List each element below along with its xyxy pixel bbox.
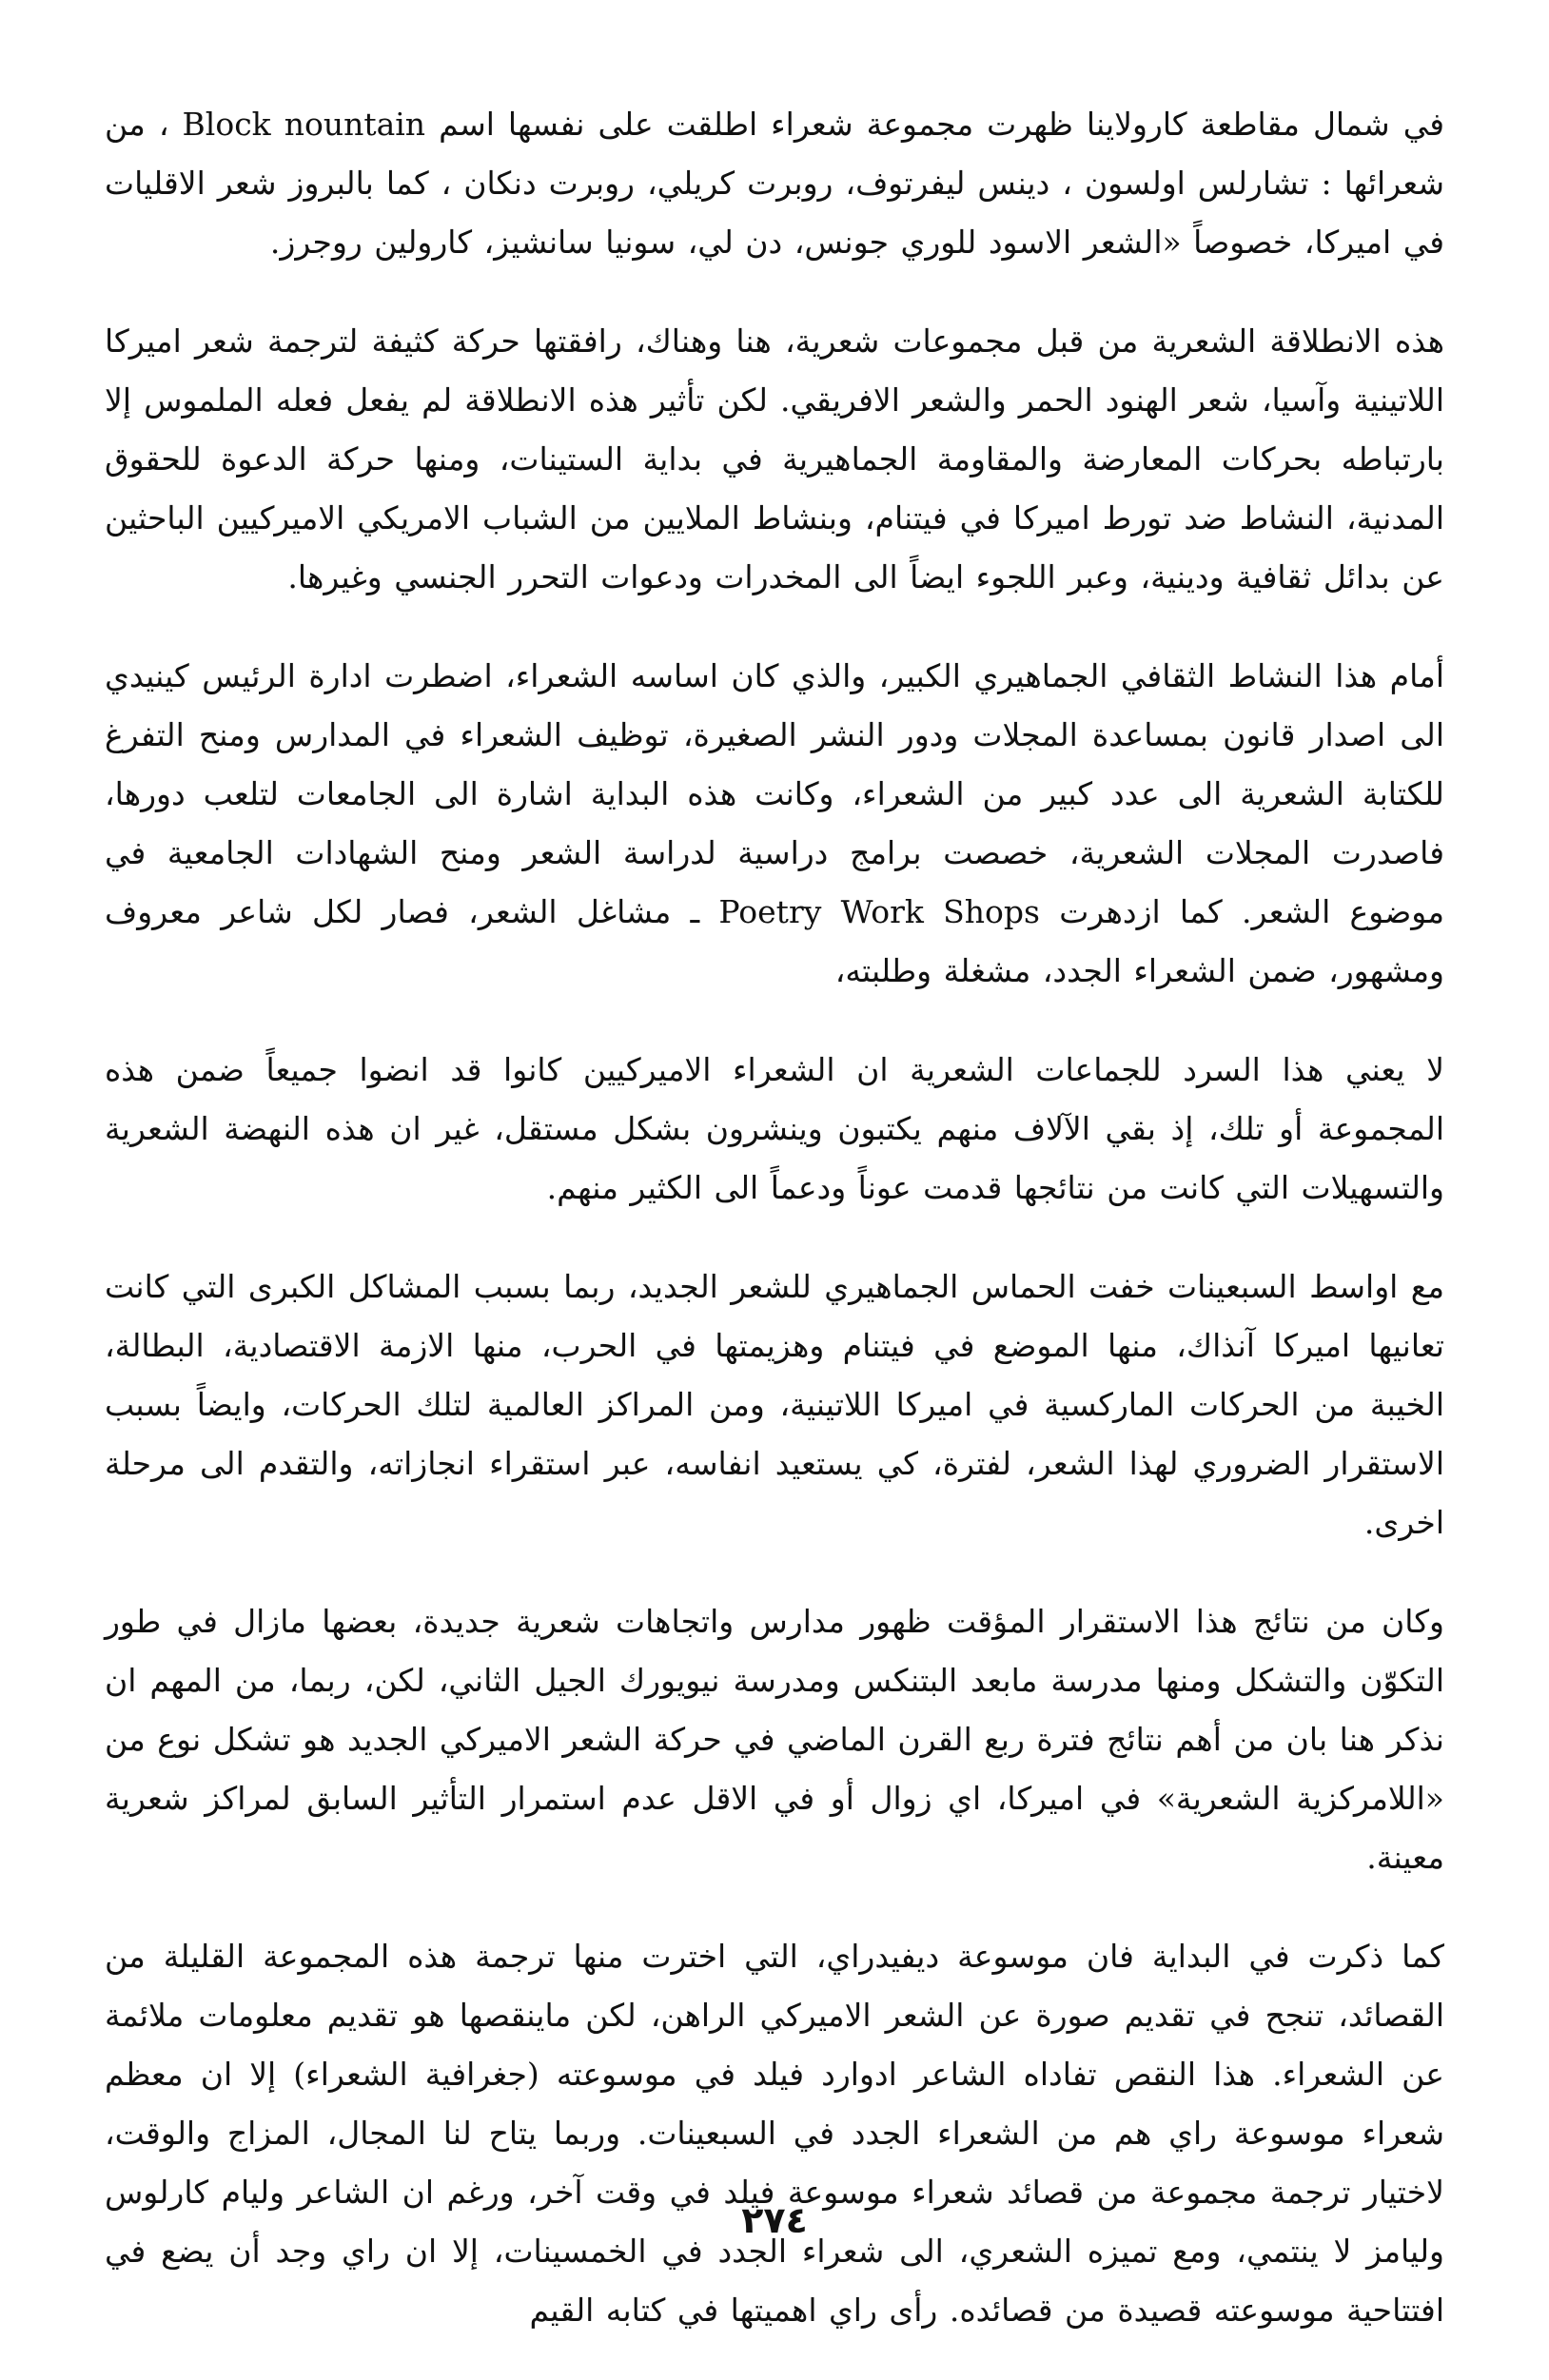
paragraph-3: أمام هذا النشاط الثقافي الجماهيري الكبير، والذي كان اساسه الشعراء، اضطرت ادارة الرئيس كينيدي الى اصدار قانون بمساعدة المجلات ودور النشر الصغيرة، توظيف الشعراء في المدارس ومنح التفرغ للكتابة الشعرية الى عدد كبير من الشعراء، وكانت هذه البداية اشارة الى الجامعات لتلعب دورها، فاصدرت المجلات الشعرية، خصصت برامج دراسية لدراسة الشعر ومنح الشهادات الجامعية في موضوع الشعر. كما ازدهرت Poetry Work Shops ـ مشاغل الشعر، فصار لكل شاعر معروف ومشهور، ضمن الشعراء الجدد، مشغلة وطلبته، — [105, 657, 1444, 989]
paragraph-4: لا يعني هذا السرد للجماعات الشعرية ان الشعراء الاميركيين كانوا قد انضوا جميعاً ضمن هذه المجموعة أو تلك، إذ بقي الآلاف منهم يكتبون وينشرون بشكل مستقل، غير ان هذه النهضة الشعرية والتسهيلات التي كانت من نتائجها قدمت عوناً ودعماً الى الكثير منهم. — [105, 1051, 1444, 1206]
paragraph-2: هذه الانطلاقة الشعرية من قبل مجموعات شعرية، هنا وهناك، رافقتها حركة كثيفة لترجمة شعر اميركا اللاتينية وآسيا، شعر الهنود الحمر والشعر الافريقي. لكن تأثير هذه الانطلاقة لم يفعل فعله الملموس إلا بارتباطه بحركات المعارضة والمقاومة الجماهيرية في بداية الستينات، ومنها حركة الدعوة للحقوق المدنية، النشاط ضد تورط اميركا في فيتنام، وبنشاط الملايين من الشباب الامريكي الاميركيين الباحثين عن بدائل ثقافية ودينية، وعبر اللجوء ايضاً الى المخدرات ودعوات التحرر الجنسي وغيرها. — [105, 322, 1444, 595]
paragraph-7: كما ذكرت في البداية فان موسوعة ديفيدراي، التي اخترت منها ترجمة هذه المجموعة القليلة من القصائد، تنجح في تقديم صورة عن الشعر الاميركي الراهن، لكن ماينقصها هو تقديم معلومات ملائمة عن الشعراء. هذا النقص تفاداه الشاعر ادوارد فيلد في موسوعته (جغرافية الشعراء) إلا ان معظم شعراء موسوعة راي هم من الشعراء الجدد في السبعينات. وربما يتاح لنا المجال، المزاج والوقت، لاختيار ترجمة مجموعة من قصائد شعراء موسوعة فيلد في وقت آخر، ورغم ان الشاعر وليام كارلوس وليامز لا ينتمي، ومع تميزه الشعري، الى شعراء الجدد في الخمسينات، إلا ان راي وجد أن يضع في افتتاحية موسوعته قصيدة من قصائده. رأى راي اهميتها في كتابه القيم — [105, 1938, 1444, 2329]
page-number: ٢٧٤ — [741, 2199, 808, 2241]
paragraph-6: وكان من نتائج هذا الاستقرار المؤقت ظهور مدارس واتجاهات شعرية جديدة، بعضها مازال في طور التكوّن والتشكل ومنها مدرسة مابعد البتنكس ومدرسة نيويورك الجيل الثاني، لكن، ربما، من المهم ان نذكر هنا بان من أهم نتائج فترة ربع القرن الماضي في حركة الشعر الاميركي الجديد هو تشكل نوع من «اللامركزية الشعرية» في اميركا، اي زوال أو في الاقل عدم استمرار التأثير السابق لمراكز شعرية معينة. — [105, 1603, 1444, 1876]
paragraph-5: مع اواسط السبعينات خفت الحماس الجماهيري للشعر الجديد، ربما بسبب المشاكل الكبرى التي كانت تعانيها اميركا آنذاك، منها الموضع في فيتنام وهزيمتها في الحرب، منها الازمة الاقتصادية، البطالة، الخيبة من الحركات الماركسية في اميركا اللاتينية، ومن المراكز العالمية لتلك الحركات، وايضاً بسبب الاستقرار الضروري لهذا الشعر، لفترة، كي يستعيد انفاسه، عبر استقراء انجازاته، والتقدم الى مرحلة اخرى. — [105, 1268, 1444, 1541]
body-text — [105, 95, 1444, 2380]
paragraph-1: في شمال مقاطعة كارولاينا ظهرت مجموعة شعراء اطلقت على نفسها اسم Block nountain ، من شعرائها : تشارلس اولسون ، دينس ليفرتوف، روبرت كريلي، روبرت دنكان ، كما بالبروز شعر الاقليات في اميركا، خصوصاً «الشعر الاسود للوري جونس، دن لي، سونيا سانشيز، كارولين روجرز. — [105, 106, 1445, 261]
